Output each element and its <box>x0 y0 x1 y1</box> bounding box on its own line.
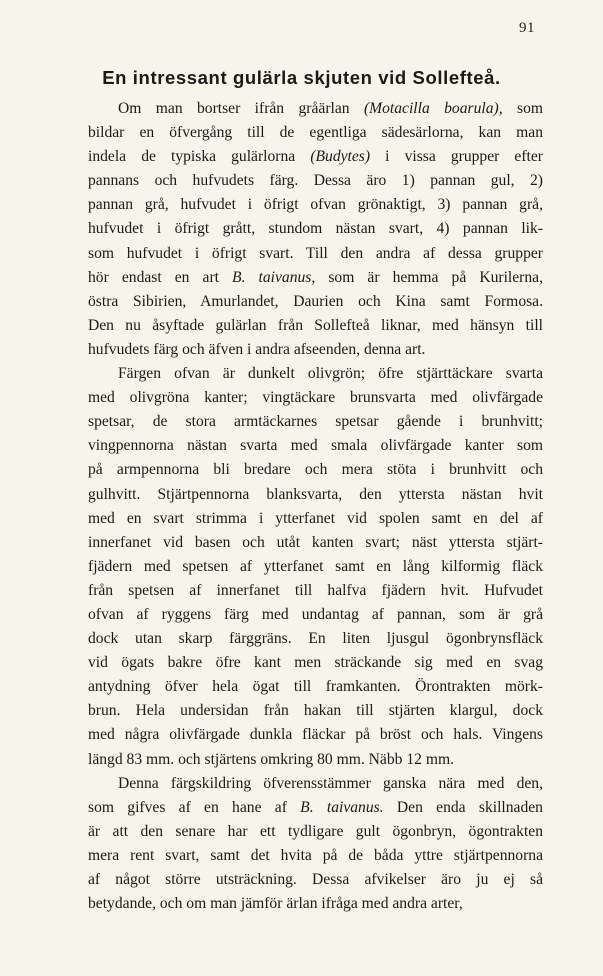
text-line: Färgen ofvan är dunkelt olivgrön; öfre stjärttäckare svarta <box>118 365 543 383</box>
text-line: Om man bortser ifrån gråärlan (Motacilla boarula), som <box>118 100 543 117</box>
text-line: som gifves af en hane af B. taivanus. Den enda skillnaden <box>88 798 543 816</box>
text-line: hör endast en art B. taivanus, som är hemma på Kurilerna, <box>88 268 543 286</box>
page-number: 91 <box>519 20 535 36</box>
text-line: längd 83 mm. och stjärtens omkring 80 mm. Näbb 12 mm. <box>88 750 454 768</box>
italic-species-name: B. taivanus. <box>300 798 384 816</box>
paragraph <box>88 362 543 772</box>
text-line: vingpennorna nästan svarta med smala olivfärgade kanter som <box>88 437 543 455</box>
text-line: hufvudet i öfrigt grått, stundom nästan svart, 4) pannan lik- <box>88 220 543 238</box>
text-line: dock utan skarp färggräns. En liten ljusgul ögonbrynsfläck <box>88 630 543 648</box>
text-line: hufvudets färg och äfven i andra afseenden, denna art. <box>88 340 426 358</box>
text-line: fjädern med spetsen af ytterfanet samt en lång kilformig fläck <box>88 557 543 575</box>
text-line: från spetsen af innerfanet till halfva fjädern hvit. Hufvudet <box>88 581 543 599</box>
text-line: af något större utsträckning. Dessa afvikelser äro ju ej så <box>88 871 543 888</box>
italic-species-name: (Budytes) <box>310 148 371 166</box>
text-line: innerfanet vid basen och utåt kanten svart; näst yttersta stjärt- <box>88 533 543 551</box>
text-line: med en svart strimma i ytterfanet vid spolen samt en del af <box>88 509 543 527</box>
text-line: antydning öfver hela ögat till framkanten. Örontrakten mörk- <box>88 678 543 696</box>
text-line: med olivgröna kanter; vingtäckare brunsvarta med olivfärgade <box>88 389 543 407</box>
text-line: östra Sibirien, Amurlandet, Daurien och Kina samt Formosa. <box>88 292 543 310</box>
text-line: vid ögats bakre öfre kant men sträckande sig med en svag <box>88 654 543 672</box>
paragraph <box>88 772 543 917</box>
text-line: gulhvitt. Stjärtpennorna blanksvarta, den yttersta nästan hvit <box>88 485 543 503</box>
italic-species-name: (Motacilla boarula), <box>363 100 503 117</box>
text-line: Den nu åsyftade gulärlan från Sollefteå liknar, med hänsyn till <box>88 316 543 334</box>
text-line: ofvan af ryggens färg med undantag af pannan, som är grå <box>88 605 543 623</box>
paragraph <box>88 97 543 362</box>
italic-species-name: B. taivanus, <box>232 268 316 286</box>
text-line: på armpennorna bli bredare och mera stöta i brunhvitt och <box>88 461 543 479</box>
body-text <box>88 97 543 916</box>
text-line: betydande, och om man jämför ärlan ifråga med andra arter, <box>88 895 463 913</box>
text-line: med några olivfärgade dunkla fläckar på bröst och hals. Vingens <box>88 726 543 744</box>
text-line: mera rent svart, samt det hvita på de båda yttre stjärtpennorna <box>88 846 543 864</box>
text-line: indela de typiska gulärlorna (Budytes) i vissa grupper efter <box>88 148 543 166</box>
text-line: är att den senare har ett tydligare gult ögonbryn, ögontrakten <box>88 822 543 840</box>
article-title: En intressant gulärla skjuten vid Sollefteå. <box>102 67 501 88</box>
text-line: pannans och hufvudets färg. Dessa äro 1) pannan gul, 2) <box>88 172 543 190</box>
text-line: som hufvudet i öfrigt svart. Till den andra af dessa grupper <box>88 244 543 262</box>
text-line: brun. Hela undersidan från hakan till stjärten klargul, dock <box>88 702 543 720</box>
text-line: spetsar, de stora armtäckarnes spetsar gående i brunhvitt; <box>88 413 543 431</box>
text-line: bildar en öfvergång till de egentliga sädesärlorna, kan man <box>88 124 543 142</box>
text-line: Denna färgskildring öfverensstämmer ganska nära med den, <box>118 774 543 792</box>
text-line: pannan grå, hufvudet i öfrigt ofvan grönaktigt, 3) pannan grå, <box>88 196 543 214</box>
